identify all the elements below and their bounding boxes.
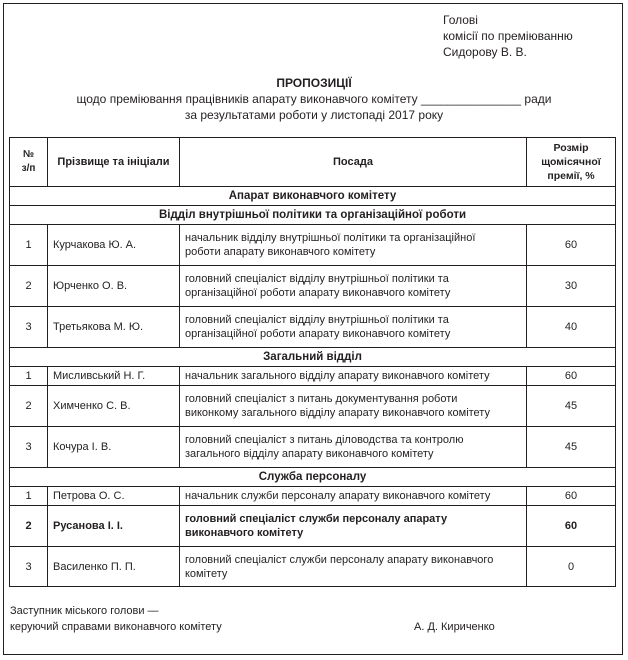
employee-name: Курчакова Ю. А. (48, 225, 180, 266)
row-number: 1 (10, 225, 48, 266)
column-header-bonus: Розмір щомісячної премії, % (527, 138, 616, 187)
column-header-number: № з/п (10, 138, 48, 187)
bonus-table (9, 137, 616, 587)
table-row (10, 487, 616, 506)
addressee-name: Сидорову В. В. (443, 45, 527, 59)
table-row (10, 266, 616, 307)
table-row (10, 307, 616, 348)
row-number: 3 (10, 547, 48, 587)
document-subtitle-period: за результатами роботи у листопаді 2017 року (184, 108, 444, 122)
employee-name: Русанова І. І. (48, 506, 180, 547)
bonus-percent: 45 (527, 427, 616, 468)
employee-name: Юрченко О. В. (48, 266, 180, 307)
row-number: 3 (10, 307, 48, 348)
employee-name: Кочура І. В. (48, 427, 180, 468)
employee-position: головний спеціаліст з питань діловодства та контролю загального відділу апарату виконавчого комітету (180, 427, 527, 468)
row-number: 1 (10, 487, 48, 506)
addressee-line: комісії по преміюванню (443, 29, 573, 43)
section-row (10, 206, 616, 225)
table-title-row (10, 187, 616, 206)
bonus-percent: 60 (527, 225, 616, 266)
row-number: 2 (10, 266, 48, 307)
employee-position: головний спеціаліст відділу внутрішньої політики та організаційної роботи апарату виконавчого комітету (180, 266, 527, 307)
employee-position: начальник служби персоналу апарату виконавчого комітету (180, 487, 527, 506)
table-row (10, 547, 616, 587)
table-row (10, 225, 616, 266)
bonus-percent: 45 (527, 386, 616, 427)
employee-position: головний спеціаліст служби персоналу апарату виконавчого комітету (180, 547, 527, 587)
document-subtitle: щодо преміювання працівників апарату виконавчого комітету _______________ ради (76, 92, 552, 106)
addressee-line: Голові (443, 13, 478, 27)
column-header-position: Посада (180, 138, 527, 187)
employee-position: начальник загального відділу апарату виконавчого комітету (180, 367, 527, 386)
table-row (10, 427, 616, 468)
column-header-name: Прізвище та ініціали (48, 138, 180, 187)
employee-name: Третьякова М. Ю. (48, 307, 180, 348)
table-row-highlighted (10, 506, 616, 547)
bonus-percent: 60 (527, 487, 616, 506)
row-number: 3 (10, 427, 48, 468)
section-row (10, 348, 616, 367)
signatory-title: Заступник міського голови — керуючий справами виконавчого комітету (10, 605, 222, 633)
bonus-percent: 60 (527, 506, 616, 547)
section-title: Служба персоналу (10, 468, 616, 487)
employee-name: Химченко С. В. (48, 386, 180, 427)
row-number: 1 (10, 367, 48, 386)
row-number: 2 (10, 386, 48, 427)
document-title: ПРОПОЗИЦІЇ (276, 76, 352, 90)
row-number: 2 (10, 506, 48, 547)
table-row (10, 367, 616, 386)
employee-position: головний спеціаліст служби персоналу апарату виконавчого комітету (180, 506, 527, 547)
bonus-percent: 40 (527, 307, 616, 348)
section-title: Відділ внутрішньої політики та організаційної роботи (10, 206, 616, 225)
bonus-percent: 60 (527, 367, 616, 386)
employee-name: Петрова О. С. (48, 487, 180, 506)
addressee-block (443, 12, 573, 60)
section-row (10, 468, 616, 487)
section-title: Загальний відділ (10, 348, 616, 367)
bonus-percent: 0 (527, 547, 616, 587)
bonus-percent: 30 (527, 266, 616, 307)
table-row (10, 386, 616, 427)
table-header-row (10, 138, 616, 187)
employee-name: Василенко П. П. (48, 547, 180, 587)
employee-position: головний спеціаліст відділу внутрішньої політики та організаційної роботи апарату виконавчого комітету (180, 307, 527, 348)
employee-name: Мисливський Н. Г. (48, 367, 180, 386)
employee-position: головний спеціаліст з питань документування роботи виконкому загального відділу апарату виконавчого комітету (180, 386, 527, 427)
table-title: Апарат виконавчого комітету (10, 187, 616, 206)
employee-position: начальник відділу внутрішньої політики та організаційної роботи апарату виконавчого комітету (180, 225, 527, 266)
signatory-name: А. Д. Кириченко (414, 621, 495, 633)
